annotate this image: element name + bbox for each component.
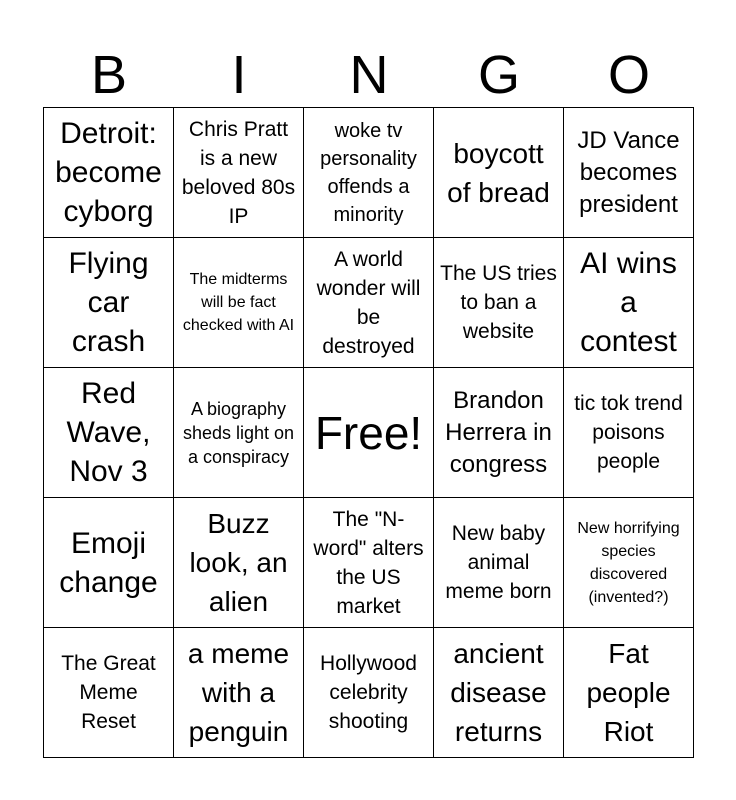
cell-text: Detroit: become cyborg — [55, 117, 162, 228]
cell-text: A world wonder will be destroyed — [316, 247, 421, 358]
cell-text: The Great Meme Reset — [61, 652, 156, 733]
bingo-cell-r2c4[interactable] — [434, 238, 564, 368]
cell-text: Chris Pratt is a new beloved 80s IP — [181, 117, 296, 228]
bingo-cell-r1c4[interactable] — [434, 108, 564, 238]
bingo-cell-r2c2[interactable] — [174, 238, 304, 368]
bingo-cell-r3c1[interactable] — [44, 368, 174, 498]
cell-text: boycott of bread — [447, 137, 550, 208]
cell-text: tic tok trend poisons people — [574, 392, 683, 473]
bingo-cell-r5c5[interactable] — [564, 628, 694, 758]
cell-text: New horrifying species discovered (invented?) — [577, 519, 680, 606]
header-letter-i: I — [231, 45, 247, 105]
bingo-cell-r2c1[interactable] — [44, 238, 174, 368]
cell-text: The "N-word" alters the US market — [313, 507, 424, 618]
cell-text: woke tv personality offends a minority — [320, 119, 417, 226]
cell-text: Brandon Herrera in congress — [445, 386, 552, 478]
cell-text: Buzz look, an alien — [189, 508, 288, 617]
cell-text: New baby animal meme born — [445, 522, 552, 603]
header-letter-o: O — [607, 45, 650, 105]
bingo-board — [43, 107, 694, 758]
cell-text: Emoji change — [59, 526, 158, 599]
header-letter-n: N — [349, 45, 389, 105]
cell-text: ancient disease returns — [450, 638, 547, 747]
cell-text: A biography sheds light on a conspiracy — [182, 398, 295, 467]
bingo-cell-r5c3[interactable] — [304, 628, 434, 758]
bingo-cell-free[interactable] — [304, 368, 434, 498]
cell-text: Hollywood celebrity shooting — [320, 652, 417, 733]
cell-text: Fat people Riot — [586, 638, 671, 747]
cell-text: Flying car crash — [68, 247, 149, 358]
bingo-cell-r3c5[interactable] — [564, 368, 694, 498]
bingo-cell-r2c3[interactable] — [304, 238, 434, 368]
cell-text: Free! — [314, 406, 423, 459]
bingo-cell-r1c2[interactable] — [174, 108, 304, 238]
header-letter-b: B — [90, 45, 128, 105]
header-letter-g: G — [477, 45, 520, 105]
bingo-cell-r4c2[interactable] — [174, 498, 304, 628]
bingo-cell-r5c1[interactable] — [44, 628, 174, 758]
bingo-cell-r3c4[interactable] — [434, 368, 564, 498]
bingo-cell-r4c1[interactable] — [44, 498, 174, 628]
bingo-cell-r5c2[interactable] — [174, 628, 304, 758]
bingo-cell-r1c5[interactable] — [564, 108, 694, 238]
bingo-cell-r1c3[interactable] — [304, 108, 434, 238]
bingo-header — [44, 44, 694, 106]
bingo-cell-r2c5[interactable] — [564, 238, 694, 368]
bingo-cell-r4c4[interactable] — [434, 498, 564, 628]
cell-text: JD Vance becomes president — [577, 126, 680, 218]
bingo-cell-r4c5[interactable] — [564, 498, 694, 628]
cell-text: AI wins a contest — [580, 247, 677, 358]
cell-text: The US tries to ban a website — [440, 262, 557, 343]
bingo-cell-r1c1[interactable] — [44, 108, 174, 238]
bingo-cell-r5c4[interactable] — [434, 628, 564, 758]
bingo-cell-r3c2[interactable] — [174, 368, 304, 498]
cell-text: The midterms will be fact checked with AI — [182, 271, 295, 334]
bingo-cell-r4c3[interactable] — [304, 498, 434, 628]
cell-text: a meme with a penguin — [187, 638, 290, 747]
cell-text: Red Wave, Nov 3 — [66, 377, 151, 488]
